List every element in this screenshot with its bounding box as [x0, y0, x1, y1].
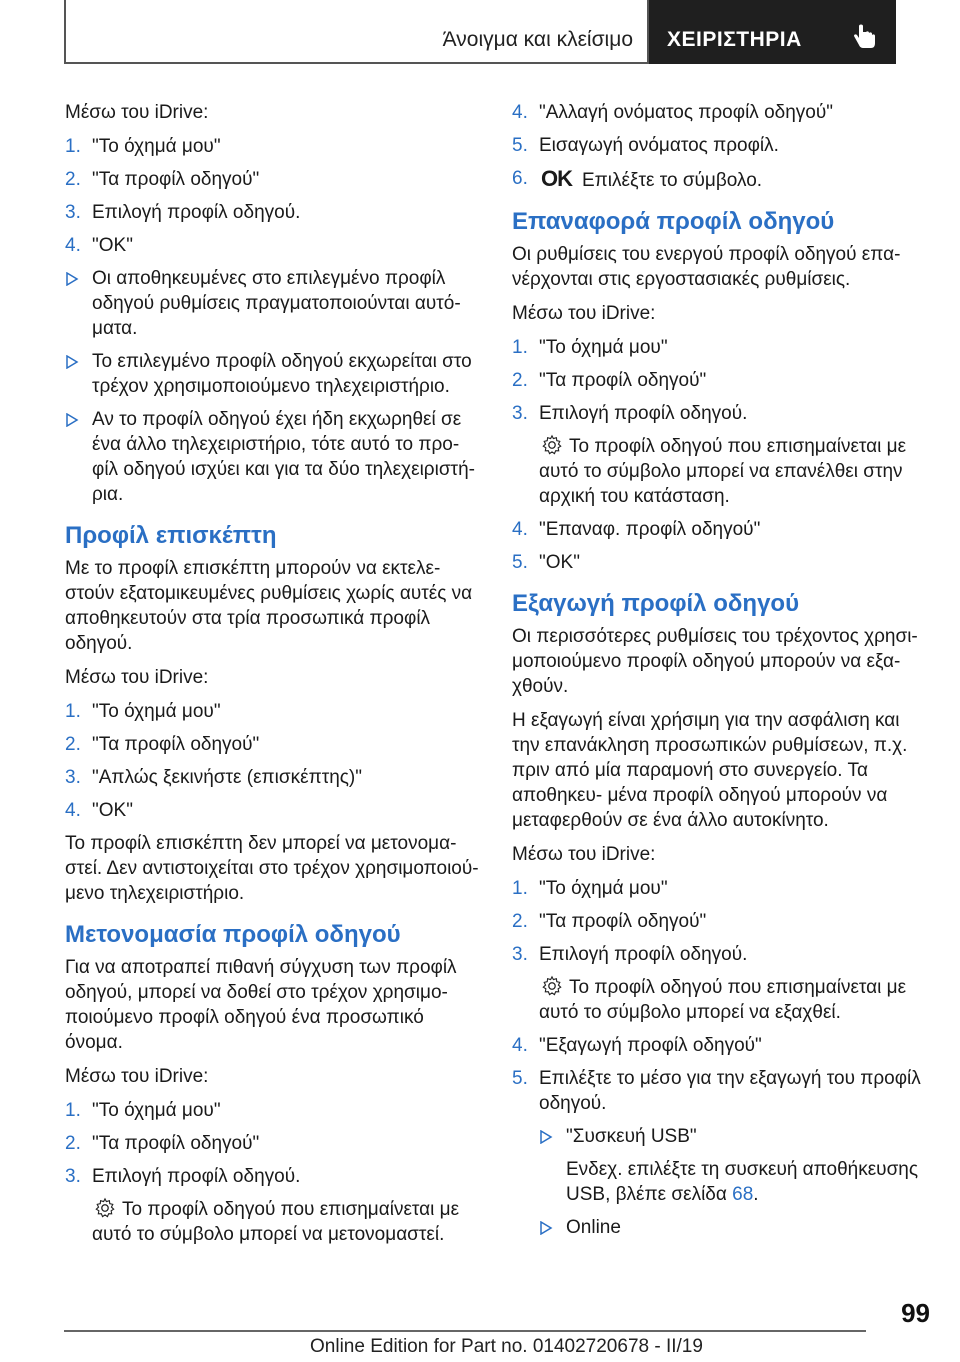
- step-item: 1. "Το όχημά μου": [65, 701, 221, 722]
- footer-divider: [64, 1330, 866, 1332]
- rename-profile-text: Για να αποτραπεί πιθανή σύγχυση των προφίλ οδηγού, μπορεί να δοθεί στο τρέχον χρησιμο- ποιούμενο προφίλ οδηγού ένα προσωπικό όνομα.: [65, 957, 457, 1053]
- edition-footer: Online Edition for Part no. 01402720678 - II/19: [310, 1336, 703, 1357]
- step-item: 4. "Αλλαγή ονόματος προφίλ οδηγού": [512, 102, 833, 123]
- gear-symbol-note: Το προφίλ οδηγού που επισημαίνεται με αυτό το σύμβολο μπορεί να επανέλθει στην αρχική του κατάσταση.: [539, 436, 907, 507]
- step-item: 2. "Τα προφίλ οδηγού": [512, 911, 707, 932]
- step-item: 3. Επιλογή προφίλ οδηγού.: [512, 403, 748, 424]
- step-item: 1. "Το όχημά μου": [65, 136, 221, 157]
- reset-idrive-intro: Μέσω του iDrive:: [512, 303, 656, 324]
- step-item: 5. Εισαγωγή ονόματος προφίλ.: [512, 135, 779, 156]
- step-item: 1. "Το όχημά μου": [512, 337, 668, 358]
- gear-icon: [94, 1197, 116, 1219]
- step-item: 2. "Τα προφίλ οδηγού": [65, 734, 260, 755]
- guest-profile-heading: Προφίλ επισκέπτη: [65, 522, 277, 549]
- section-title: Άνοιγμα και κλείσιμο: [442, 28, 633, 51]
- gear-icon: [541, 975, 563, 997]
- step-item: 3. Επιλογή προφίλ οδηγού.: [65, 202, 301, 223]
- step-item: 2. "Τα προφίλ οδηγού": [65, 1133, 260, 1154]
- step-item: 5. "OK": [512, 552, 580, 573]
- step-item: 4. "OK": [65, 800, 133, 821]
- step-item: 1. "Το όχημά μου": [512, 878, 668, 899]
- gear-icon: [541, 434, 563, 456]
- step-item: 4. "OK": [65, 235, 133, 256]
- triangle-bullet-icon: [539, 1221, 553, 1235]
- bullet-item: Αν το προφίλ οδηγού έχει ήδη εκχωρηθεί σε ένα άλλο τηλεχειριστήριο, τότε αυτό το προ- φίλ οδηγού ισχύει και για τα δύο τηλεχειριστή- ρια.: [65, 407, 480, 507]
- gear-symbol-note: Το προφίλ οδηγού που επισημαίνεται με αυτό το σύμβολο μπορεί να μετονομαστεί.: [92, 1199, 460, 1245]
- section-header-box: [64, 0, 649, 64]
- select-profile-steps: [65, 134, 480, 258]
- step-item: 3. Επιλογή προφίλ οδηγού.: [512, 944, 748, 965]
- guest-profile-text: Με το προφίλ επισκέπτη μπορούν να εκτελε- στούν εξατομικευμένες ρυθμίσεις χωρίς αυτές να αποθηκευτούν στα τρία προσωπικά προφίλ οδηγού.: [65, 558, 473, 654]
- usb-note: Ενδεχ. επιλέξτε τη συσκευή αποθήκευσης USB, βλέπε σελίδα 68.: [566, 1159, 919, 1205]
- export-idrive-intro: Μέσω του iDrive:: [512, 844, 656, 865]
- step-item: 6. OK Επιλέξτε το σύμβολο.: [512, 166, 763, 191]
- step-item: 4. "Εξαγωγή προφίλ οδηγού": [512, 1035, 762, 1056]
- step-item: 3. "Απλώς ξεκινήστε (επισκέπτης)": [65, 767, 362, 788]
- triangle-bullet-icon: [65, 413, 79, 427]
- page-number: 99: [901, 1298, 930, 1328]
- reset-profile-heading: Επαναφορά προφίλ οδηγού: [512, 208, 835, 235]
- step-item: 3. Επιλογή προφίλ οδηγού.: [65, 1166, 301, 1187]
- step-item: 2. "Τα προφίλ οδηγού": [512, 370, 707, 391]
- export-profile-text: Οι περισσότερες ρυθμίσεις του τρέχοντος χρησι- μοποιούμενο προφίλ οδηγού μπορούν να εξα- χθούν.: [512, 626, 918, 697]
- reset-profile-text: Οι ρυθμίσεις του ενεργού προφίλ οδηγού επα- νέρχονται στις εργοστασιακές ρυθμίσεις.: [512, 244, 901, 290]
- step-item: 4. "Επαναφ. προφίλ οδηγού": [512, 519, 761, 540]
- guest-profile-note: Το προφίλ επισκέπτη δεν μπορεί να μετονομα- στεί. Δεν αντιστοιχείται στο τρέχον χρησιμοποιού- μενο τηλεχειριστήριο.: [65, 833, 479, 904]
- step-item: 5. Επιλέξτε το μέσο για την εξαγωγή του προφίλ οδηγού.: [512, 1068, 921, 1114]
- idrive-intro: Μέσω του iDrive:: [65, 102, 209, 123]
- gear-symbol-note: Το προφίλ οδηγού που επισημαίνεται με αυτό το σύμβολο μπορεί να εξαχθεί.: [539, 977, 907, 1023]
- chapter-header-box: [649, 0, 896, 64]
- bullet-item: Οι αποθηκευμένες στο επιλεγμένο προφίλ οδηγού ρυθμίσεις πραγματοποιούνται αυτό- ματα.: [65, 266, 480, 341]
- bullet-item: Το επιλεγμένο προφίλ οδηγού εκχωρείται στο τρέχον χρησιμοποιούμενο τηλεχειριστήριο.: [65, 349, 480, 399]
- step-item: 1. "Το όχημά μου": [65, 1100, 221, 1121]
- triangle-bullet-icon: [65, 355, 79, 369]
- rename-idrive-intro: Μέσω του iDrive:: [65, 1066, 209, 1087]
- triangle-bullet-icon: [65, 272, 79, 286]
- rename-profile-heading: Μετονομασία προφίλ οδηγού: [65, 921, 401, 948]
- hand-pointer-icon: [850, 22, 880, 52]
- online-option: Online: [539, 1215, 932, 1240]
- left-column: [65, 100, 480, 1255]
- ok-symbol-icon: OK: [541, 166, 572, 191]
- page-header: [64, 0, 896, 64]
- export-profile-heading: Εξαγωγή προφίλ οδηγού: [512, 590, 800, 617]
- usb-option: "Συσκευή USB": [539, 1124, 932, 1149]
- chapter-title: ΧΕΙΡΙΣΤΗΡΙΑ: [667, 28, 802, 51]
- export-profile-usage: Η εξαγωγή είναι χρήσιμη για την ασφάλιση και την επανάκληση προσωπικών ρυθμίσεων, π.χ. πριν από μία παραμονή στο συνεργείο. Τα αποθηκευ- μένα προφίλ οδηγού μπορούν να μεταφερθούν σε ένα άλλο αυτοκίνητο.: [512, 710, 908, 831]
- step-item: 2. "Τα προφίλ οδηγού": [65, 169, 260, 190]
- page-reference-link[interactable]: 68: [732, 1184, 754, 1205]
- guest-idrive-intro: Μέσω του iDrive:: [65, 667, 209, 688]
- triangle-bullet-icon: [539, 1130, 553, 1144]
- right-column: [512, 100, 932, 1248]
